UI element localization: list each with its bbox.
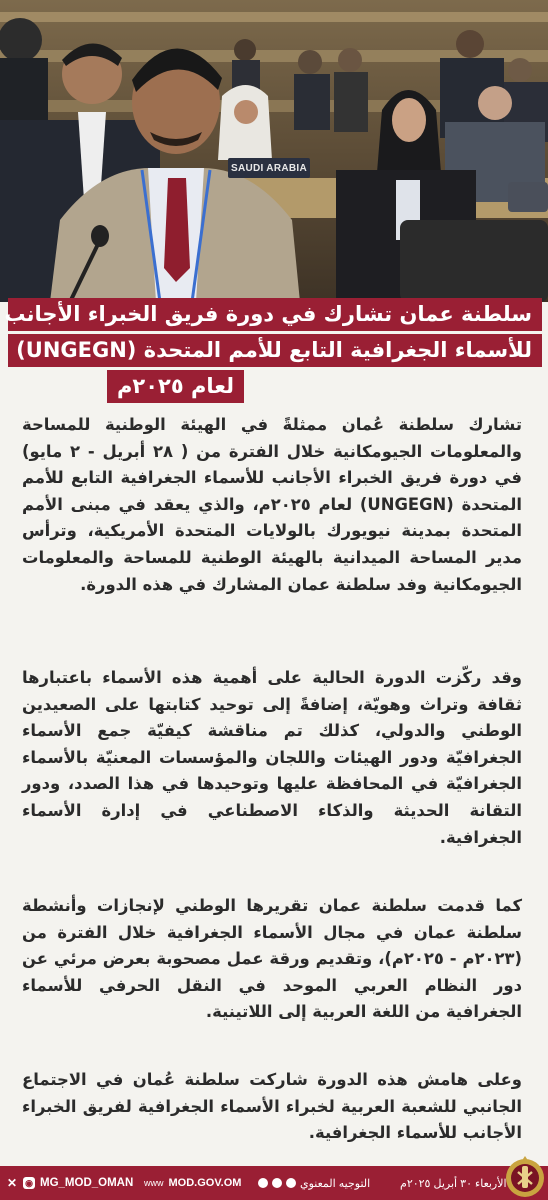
article-paragraph-3: كما قدمت سلطنة عمان تقريرها الوطني لإنجازات وأنشطة سلطنة عمان في مجال الأسماء الجغرافية خلال الفترة من (٢٠٢٣م - ٢٠٢٥م)، وتقديم ورقة عمل مصحوبة بعرض مرئي عن دور النظام العربي الموحد في النقل الحرفي للأسماء الجغرافية من اللغة العربية إلى اللاتينية. <box>22 896 522 1022</box>
department-text: التوجيه المعنوي <box>300 1177 371 1190</box>
www-label: www <box>144 1178 164 1188</box>
department <box>258 1166 370 1200</box>
footer-bar <box>0 1166 548 1200</box>
news-photo <box>0 0 548 302</box>
instagram-icon[interactable] <box>258 1178 268 1188</box>
youtube-icon[interactable] <box>272 1178 282 1188</box>
article-paragraph-1: تشارك سلطنة عُمان ممثلةً في الهيئة الوطنية للمساحة والمعلومات الجيومكانية خلال الفترة من ( ٢٨ أبريل - ٢ مايو) في دورة فريق الخبراء الأجانب للأسماء الجغرافية التابع للأمم المتحدة (UNGEGN) لعام ٢٠٢٥م، والذي يعقد في مبنى الأمم المتحدة بمدينة نيويورك بالولايات المتحدة الأمريكية، وترأس مدير المساحة الميدانية بالهيئة الوطنية للمساحة والمعلومات الجيومكانية وفد سلطنة عمان المشارك في هذه الدورة. <box>22 415 522 594</box>
x-icon[interactable]: ✕ <box>6 1176 18 1190</box>
article-paragraph-2: وقد ركّزت الدورة الحالية على أهمية هذه الأسماء باعتبارها ثقافة وتراث وهويّة، إضافةً إلى توحيد كتابتها على الصعيدين الوطني والدولي، كذلك تم مناقشة كيفيّة جمع الأسماء الجغرافيّة ودور الهيئات واللجان والمؤسسات المعنيّة بالأسماء الجغرافيّة في المحافظة عليها وتوحيدها في هذا الصدد، ودور التقانة الحديثة والذكاء الاصطناعي في إدارة الأسماء الجغرافية. <box>22 668 522 847</box>
publish-date: الأربعاء ٣٠ أبريل ٢٠٢٥م <box>400 1177 507 1190</box>
headline-line-1: سلطنة عمان تشارك في دورة فريق الخبراء الأجانب <box>8 298 542 331</box>
handle-text: MG_MOD_OMAN <box>40 1177 134 1189</box>
country-nameplate: SAUDI ARABIA <box>228 158 310 178</box>
article-paragraph-4: وعلى هامش هذه الدورة شاركت سلطنة عُمان في الاجتماع الجانبي للشعبة العربية لخبراء الأسماء الجغرافية لفريق الخبراء الأجانب للأسماء الجغرافية. <box>22 1070 522 1143</box>
headline-line-2: للأسماء الجغرافية التابع للأمم المتحدة (UNGEGN) <box>8 334 542 367</box>
snapchat-icon[interactable]: ◉ <box>23 1177 35 1189</box>
website-text: MOD.GOV.OM <box>168 1177 242 1189</box>
social-handle[interactable] <box>6 1166 133 1200</box>
facebook-icon[interactable] <box>286 1178 296 1188</box>
ministry-emblem-icon <box>504 1154 546 1200</box>
headline-line-3: لعام ٢٠٢٥م <box>107 370 244 403</box>
website-link[interactable] <box>144 1166 241 1200</box>
